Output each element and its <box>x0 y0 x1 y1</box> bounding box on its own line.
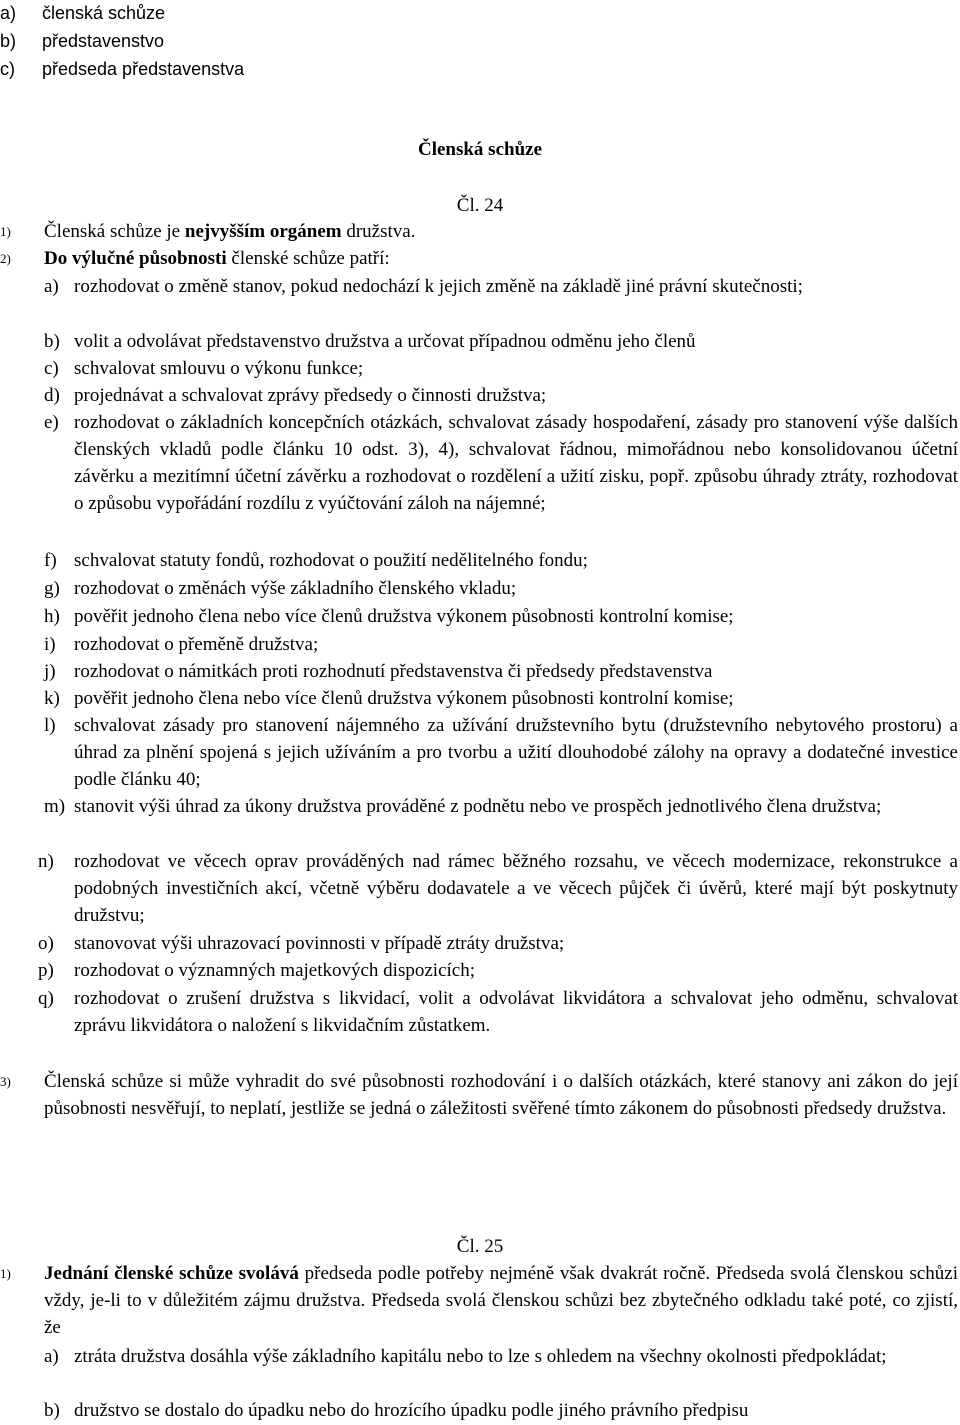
list-item-text: rozhodovat o zrušení družstva s likvidací, volit a odvolávat likvidátora a schvalovat jeho odměnu, schvalovat zprávu likvidátora o naložení s likvidačním zůstatkem. <box>74 988 958 1036</box>
list-item-text: pověřit jednoho člena nebo více členů družstva výkonem působnosti kontrolní komise; <box>74 606 734 627</box>
list-item-text: schvalovat statuty fondů, rozhodovat o použití nedělitelného fondu; <box>74 550 588 571</box>
paragraph-text-post: předseda podle potřeby nejméně však dvakrát ročně. Předseda svolá členskou schůzi vždy, je-li to v důležitém zájmu družstva. Předseda svolá členskou schůzi bez zbytečného odkladu také poté, co zjistí, že <box>44 1263 958 1338</box>
list-item-a <box>44 273 958 327</box>
paragraph-text-bold: nejvyšším orgánem <box>184 221 342 242</box>
intro-item-label: b) <box>0 31 17 51</box>
paragraph-text-post: členské schůze patří: <box>226 248 390 269</box>
paragraph-text <box>44 245 390 272</box>
paragraph-number: 2) <box>0 251 11 266</box>
list-item-label: p) <box>38 960 54 981</box>
art25-list-item-b <box>44 1397 958 1424</box>
list-item-text: rozhodovat o přeměně družstva; <box>74 634 319 655</box>
list-item-label: e) <box>44 412 59 433</box>
paragraph-text-bold: Jednání členské schůze svolává <box>44 1263 299 1284</box>
list-item-label: a) <box>44 276 59 297</box>
intro-item-label: a) <box>0 3 17 23</box>
list-item-label: h) <box>44 606 60 627</box>
list-item-label: c) <box>44 358 59 379</box>
list-item-label: m) <box>44 796 66 817</box>
art25-paragraph-1 <box>0 1260 960 1344</box>
list-item-o <box>38 930 958 957</box>
list-item-label: d) <box>44 385 60 406</box>
art24-paragraph-3 <box>0 1068 960 1152</box>
list-item-q <box>38 985 958 1039</box>
list-item-text: stanovit výši úhrad za úkony družstva prováděné z podnětu nebo ve prospěch jednotlivého člena družstva; <box>74 796 882 817</box>
paragraph-text-pre: Členská schůze je <box>44 221 185 242</box>
list-item-label: b) <box>44 331 60 352</box>
list-item-e <box>44 409 958 544</box>
list-item-d <box>44 382 958 409</box>
intro-item-label: c) <box>0 59 15 79</box>
list-item-text: volit a odvolávat představenstvo družstva a určovat případnou odměnu jeho členů <box>74 331 696 352</box>
list-item-j <box>44 658 958 685</box>
paragraph-text: Členská schůze si může vyhradit do své působnosti rozhodování i o dalších otázkách, které stanovy ani zákon do její působnosti nesvěřují, to neplatí, jestliže se jedná o záležitosti svěřené tímto zákonem do působnosti předsedy družstva. <box>44 1071 958 1119</box>
list-item-text: projednávat a schvalovat zprávy předsedy o činnosti družstva; <box>74 385 547 406</box>
paragraph-number: 1) <box>0 1266 11 1281</box>
article-24-title: Čl. 24 <box>456 195 504 216</box>
section-heading: Členská schůze <box>417 139 543 160</box>
paragraph-number: 3) <box>0 1074 11 1089</box>
paragraph-text-bold: Do výlučné působnosti <box>44 248 227 269</box>
list-item-label: b) <box>44 1400 60 1421</box>
list-item-h <box>44 603 958 630</box>
paragraph-text <box>44 218 415 245</box>
list-item-label: i) <box>44 634 56 655</box>
list-item-label: n) <box>38 851 54 872</box>
list-item-text: schvalovat smlouvu o výkonu funkce; <box>74 358 364 379</box>
list-item-text: ztráta družstva dosáhla výše základního kapitálu nebo to lze s ohledem na všechny okolnosti předpokládat; <box>74 1346 887 1367</box>
list-item-n <box>38 848 958 929</box>
article-25-title: Čl. 25 <box>456 1236 504 1257</box>
paragraph-number: 1) <box>0 224 11 239</box>
list-item-p <box>38 957 958 984</box>
list-item-text: rozhodovat o základních koncepčních otázkách, schvalovat zásady hospodaření, zásady pro stanovení výše dalších členských vkladů podle článku 10 odst. 3), 4), schvalovat řádnou, mimořádnou nebo konsolidovanou účetní závěrku a mezitímní účetní závěrku a rozhodovat o rozdělení a užití zisku, popř. způsobu úhrady ztráty, rozhodovat o způsobu vypořádání rozdílu z vyúčtování záloh na nájemné; <box>74 412 958 514</box>
list-item-f <box>44 547 958 574</box>
paragraph-text <box>44 1260 958 1341</box>
paragraph-text-post: družstva. <box>341 221 416 242</box>
list-item-label: q) <box>38 988 54 1009</box>
list-item-text: rozhodovat o změnách výše základního členského vkladu; <box>74 578 517 599</box>
list-item-m <box>44 793 958 847</box>
intro-item-text: předseda představenstva <box>42 59 245 79</box>
list-item-text: stanovovat výši uhrazovací povinnosti v případě ztráty družstva; <box>74 933 565 954</box>
list-item-c <box>44 355 958 382</box>
list-item-i <box>44 631 958 658</box>
list-item-text: pověřit jednoho člena nebo více členů družstva výkonem působnosti kontrolní komise; <box>74 688 734 709</box>
list-item-text: rozhodovat o významných majetkových dispozicích; <box>74 960 475 981</box>
list-item-label: g) <box>44 578 60 599</box>
list-item-text: schvalovat zásady pro stanovení nájemného za užívání družstevního bytu (družstevního nebytového prostoru) a úhrad za plnění spojená s jejich užíváním a pro tvorbu a užití dlouhodobé zálohy na opravy a dodatečné investice podle článku 40; <box>74 715 958 790</box>
list-item-l <box>44 712 958 793</box>
list-item-label: f) <box>44 550 57 571</box>
intro-item-text: členská schůze <box>42 3 166 23</box>
list-item-text: rozhodovat ve věcech oprav prováděných nad rámec běžného rozsahu, ve věcech modernizace, rekonstrukce a podobných investičních akcí, včetně výběru dodavatele a ve věcech půjček či úvěrů, které mají být poskytnuty družstvu; <box>74 851 958 926</box>
list-item-label: a) <box>44 1346 59 1367</box>
list-item-text: rozhodovat o námitkách proti rozhodnutí představenstva či předsedy představenstva <box>74 661 713 682</box>
list-item-label: j) <box>44 661 56 682</box>
list-item-label: k) <box>44 688 60 709</box>
art25-list-item-a <box>44 1343 958 1397</box>
list-item-b <box>44 328 958 355</box>
list-item-k <box>44 685 958 712</box>
list-item-g <box>44 575 958 602</box>
list-item-text: rozhodovat o změně stanov, pokud nedochází k jejich změně na základě jiné právní skutečnosti; <box>74 276 803 297</box>
list-item-label: l) <box>44 715 56 736</box>
list-item-label: o) <box>38 933 54 954</box>
list-item-text: družstvo se dostalo do úpadku nebo do hrozícího úpadku podle jiného právního předpisu <box>74 1400 749 1421</box>
intro-item-text: představenstvo <box>42 31 165 51</box>
